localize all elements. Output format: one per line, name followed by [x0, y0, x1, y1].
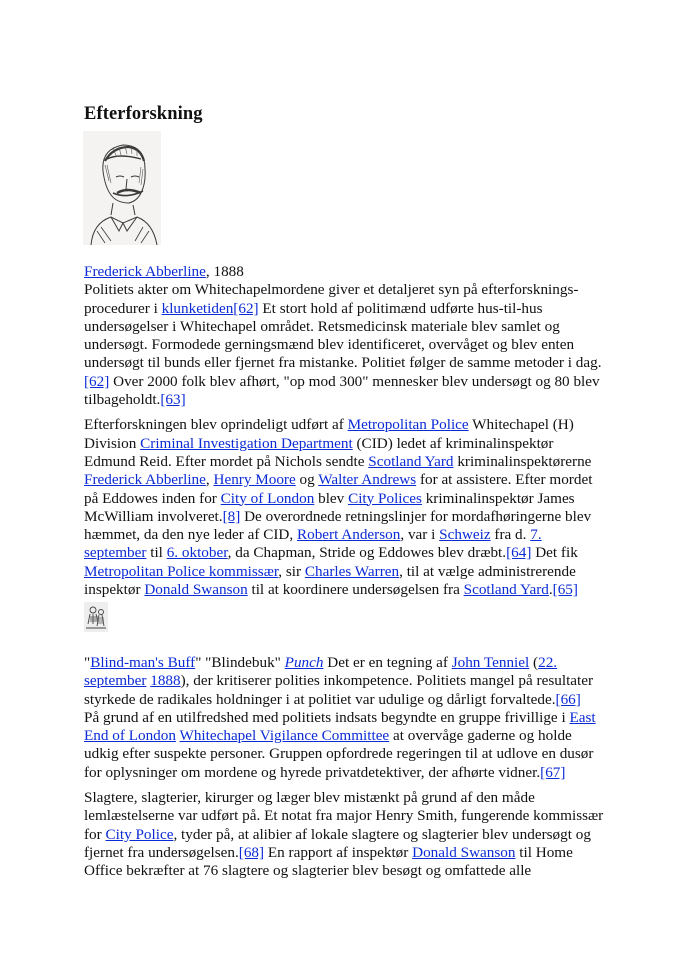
ref-63[interactable]: [63] [160, 391, 186, 409]
link-east-end-of-london[interactable]: East End of London [84, 708, 596, 745]
link-city-police[interactable]: City Police [105, 825, 174, 843]
link-klunketiden[interactable]: klunketiden [161, 299, 234, 317]
link-donald-swanson[interactable]: Donald Swanson [144, 581, 248, 599]
link-frederick-abberline-2[interactable]: Frederick Abberline [84, 471, 206, 489]
link-criminal-investigation-department[interactable]: Criminal Investigation Department [140, 434, 353, 452]
body-text-block-2 [84, 654, 604, 888]
link-6-oktober[interactable]: 6. oktober [166, 544, 228, 562]
image-caption-punch: "Blind-man's Buff" "Blindebuk" Punch Det er en tegning af John Tenniel (22. september 1888), der kritiserer polities inkompetence. Politiets mangel på resultater styrkede de radikales holdninger i at politiet var udulige og dårligt forvaltede.[66] [84, 654, 594, 708]
link-1888[interactable]: 1888 [150, 672, 181, 690]
link-whitechapel-vigilance-committee[interactable]: Whitechapel Vigilance Committee [179, 727, 390, 745]
paragraph-butchers-suspected: Slagtere, slagterier, kirurger og læger blev mistænkt på grund af den måde lemlæstelserne var udført på. Et notat fra major Henry Smith, fungerende kommissær for City Police, tyder på, at alibier af lokale slagtere og slagterier blev undersøgt og fjernet fra undersøgelsen.[68] En rapport af inspektør Donald Swanson til Home Office bekræfter at 76 slagtere og slagterier blev besøgt og omfattede alle [84, 789, 604, 880]
link-schweiz[interactable]: Schweiz [439, 526, 491, 544]
body-text-block-1 [84, 263, 604, 606]
link-scotland-yard-2[interactable]: Scotland Yard [463, 581, 549, 599]
link-henry-moore[interactable]: Henry Moore [213, 471, 296, 489]
ref-65[interactable]: [65] [552, 581, 578, 599]
ref-64[interactable]: [64] [506, 544, 532, 562]
ref-67[interactable]: [67] [540, 763, 566, 781]
link-frederick-abberline[interactable]: Frederick Abberline [84, 263, 206, 280]
link-blind-mans-buff[interactable]: Blind-man's Buff [90, 654, 196, 671]
section-title: Efterforskning [84, 104, 203, 124]
link-walter-andrews[interactable]: Walter Andrews [318, 471, 417, 489]
link-charles-warren[interactable]: Charles Warren [304, 562, 400, 580]
ref-62-b[interactable]: [62] [84, 372, 110, 390]
paragraph-investigation-lead: Efterforskningen blev oprindeligt udført af Metropolitan Police Whitechapel (H) Division Criminal Investigation Department (CID) ledet af kriminalinspektør Edmund Reid. Efter mordet på Nichols sendte Scotland Yard kriminalinspektørerne Frederick Abberline, Henry Moore og Walter Andrews for at assistere. Efter mordet på Eddowes inden for City of London blev City Polices kriminalinspektør James McWilliam involveret.[8] De overordnede retningslinjer for mordafhøringerne blev hæmmet, da den nye leder af CID, Robert Anderson, var i Schweiz fra d. 7. september til 6. oktober, da Chapman, Stride og Eddowes blev dræbt.[64] Det fik Metropolitan Police kommissær, sir Charles Warren, til at vælge administrerende inspektør Donald Swanson til at koordinere undersøgelsen fra Scotland Yard.[65] [84, 416, 593, 599]
link-robert-anderson[interactable]: Robert Anderson [296, 526, 401, 544]
link-city-polices[interactable]: City Polices [348, 489, 422, 507]
link-22-september[interactable]: 22. september [84, 654, 558, 690]
link-john-tenniel[interactable]: John Tenniel [451, 654, 530, 671]
link-metropolitan-police[interactable]: Metropolitan Police [347, 416, 469, 434]
link-7-september[interactable]: 7. september [84, 526, 542, 562]
link-punch[interactable]: Punch [284, 654, 324, 671]
paragraph-vigilance-committee: På grund af en utilfredshed med politiets indsats begyndte en gruppe frivillige i East End of London Whitechapel Vigilance Committee at overvåge gaderne og holde udkig efter suspekte personer. Gruppen opfordrede regeringen til at udlove en dusør for oplysninger om mordene og hyrede privatdetektiver, der afhørte vidner.[67] [84, 708, 596, 781]
punch-cartoon-thumbnail-image[interactable] [84, 602, 108, 632]
ref-8[interactable]: [8] [222, 507, 241, 525]
link-donald-swanson-2[interactable]: Donald Swanson [412, 843, 516, 861]
ref-68[interactable]: [68] [238, 843, 265, 861]
ref-66[interactable]: [66] [555, 690, 581, 708]
ref-62[interactable]: [62] [233, 299, 259, 317]
link-scotland-yard[interactable]: Scotland Yard [368, 452, 454, 470]
paragraph-police-files: Politiets akter om Whitechapelmordene giver et detaljeret syn på efterforsknings-procedurer i klunketiden[62] Et stort hold af politimænd udførte hus-til-hus undersøgelser i Whitechapel området. Retsmedicinsk materiale blev samlet og undersøgt. Formodede gerningsmænd blev identificeret, overvåget og blev enten undersøgt til bunds eller fjernet fra mistanke. Politiet følger de samme metoder i dag.[62] Over 2000 folk blev afhørt, "op mod 300" mennesker blev undersøgt og 80 blev tilbageholdt.[63] [84, 281, 602, 409]
link-city-of-london[interactable]: City of London [220, 489, 315, 507]
image-caption-abberline: Frederick Abberline, 1888 [84, 263, 244, 280]
link-metropolitan-police-kommissaer[interactable]: Metropolitan Police kommissær [84, 562, 279, 580]
abberline-portrait-image[interactable] [83, 131, 161, 245]
